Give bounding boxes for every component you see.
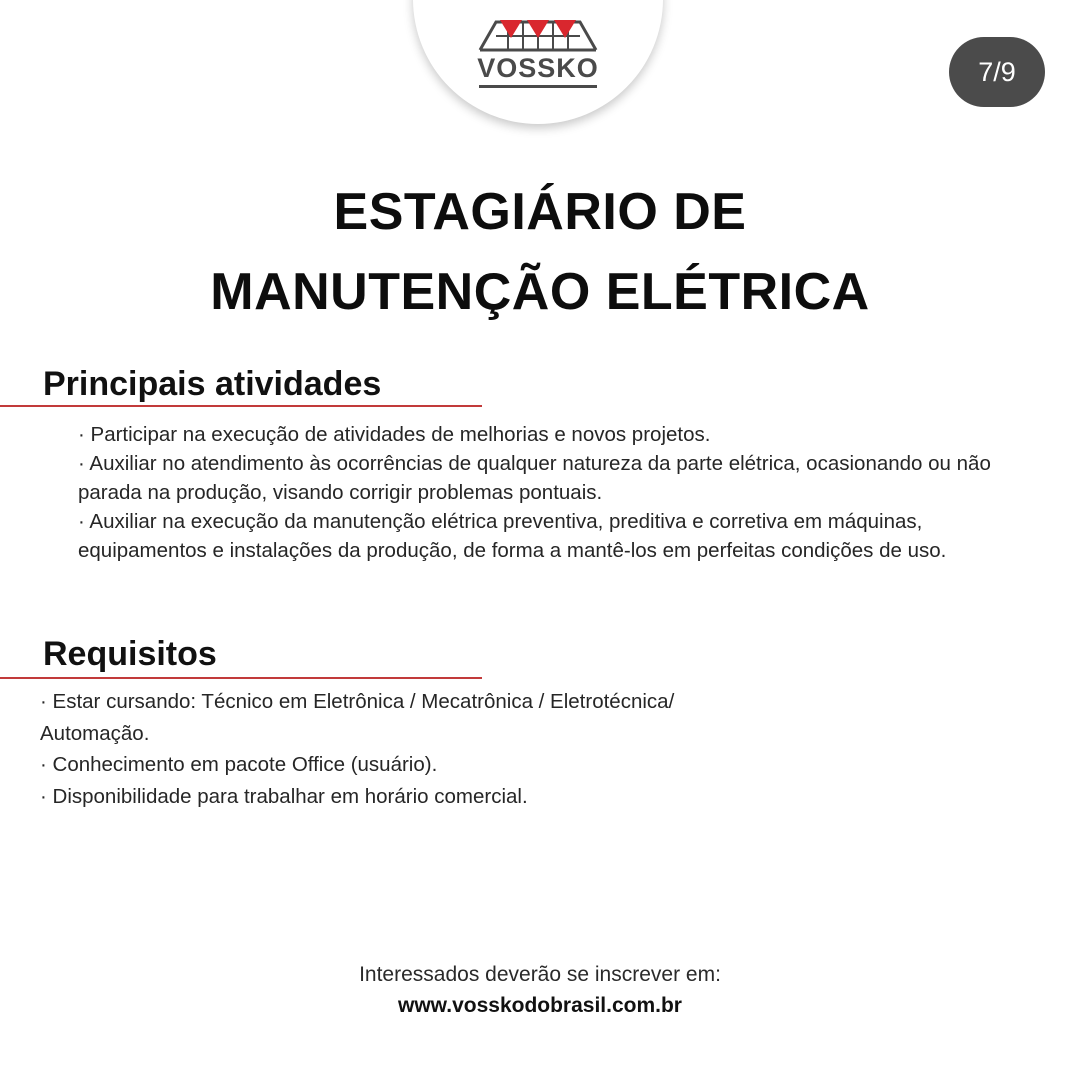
- slide-counter-badge: 7/9: [949, 37, 1045, 107]
- page-title: [0, 172, 1080, 332]
- activity-item: · Participar na execução de atividades de melhorias e novos projetos.: [78, 423, 711, 446]
- title-line-2: MANUTENÇÃO ELÉTRICA: [210, 263, 870, 321]
- logo-underline: [479, 85, 597, 88]
- title-line-1: ESTAGIÁRIO DE: [333, 183, 747, 241]
- requirement-item: · Disponibilidade para trabalhar em horário comercial.: [40, 784, 528, 808]
- vossko-logo: [477, 16, 599, 88]
- footer-prompt: Interessados deverão se inscrever em:: [359, 963, 721, 986]
- activities-divider: [0, 405, 482, 407]
- website-link[interactable]: www.vosskodobrasil.com.br: [398, 994, 682, 1017]
- activity-item: · Auxiliar na execução da manutenção elétrica preventiva, preditiva e corretiva em máquinas, equipamentos e instalações da produção, de forma a mantê-los em perfeitas condições de uso.: [78, 510, 947, 562]
- activities-list: [73, 420, 1033, 565]
- activity-item: · Auxiliar no atendimento às ocorrências de qualquer natureza da parte elétrica, ocasionando ou não parada na produção, visando corrigir problemas pontuais.: [78, 452, 991, 504]
- requirement-item: · Estar cursando: Técnico em Eletrônica / Mecatrônica / Eletrotécnica/ Automação.: [40, 690, 675, 745]
- footer-cta: [0, 960, 1080, 1022]
- requirement-item: · Conhecimento em pacote Office (usuário).: [40, 753, 438, 776]
- requirements-list: [40, 686, 740, 812]
- requirements-divider: [0, 677, 482, 679]
- requirements-heading: Requisitos: [43, 635, 217, 673]
- activities-heading: Principais atividades: [43, 365, 382, 403]
- logo-wordmark: VOSSKO: [477, 53, 599, 83]
- logo-badge: [413, 0, 663, 124]
- roof-truss-logo-icon: [478, 16, 598, 52]
